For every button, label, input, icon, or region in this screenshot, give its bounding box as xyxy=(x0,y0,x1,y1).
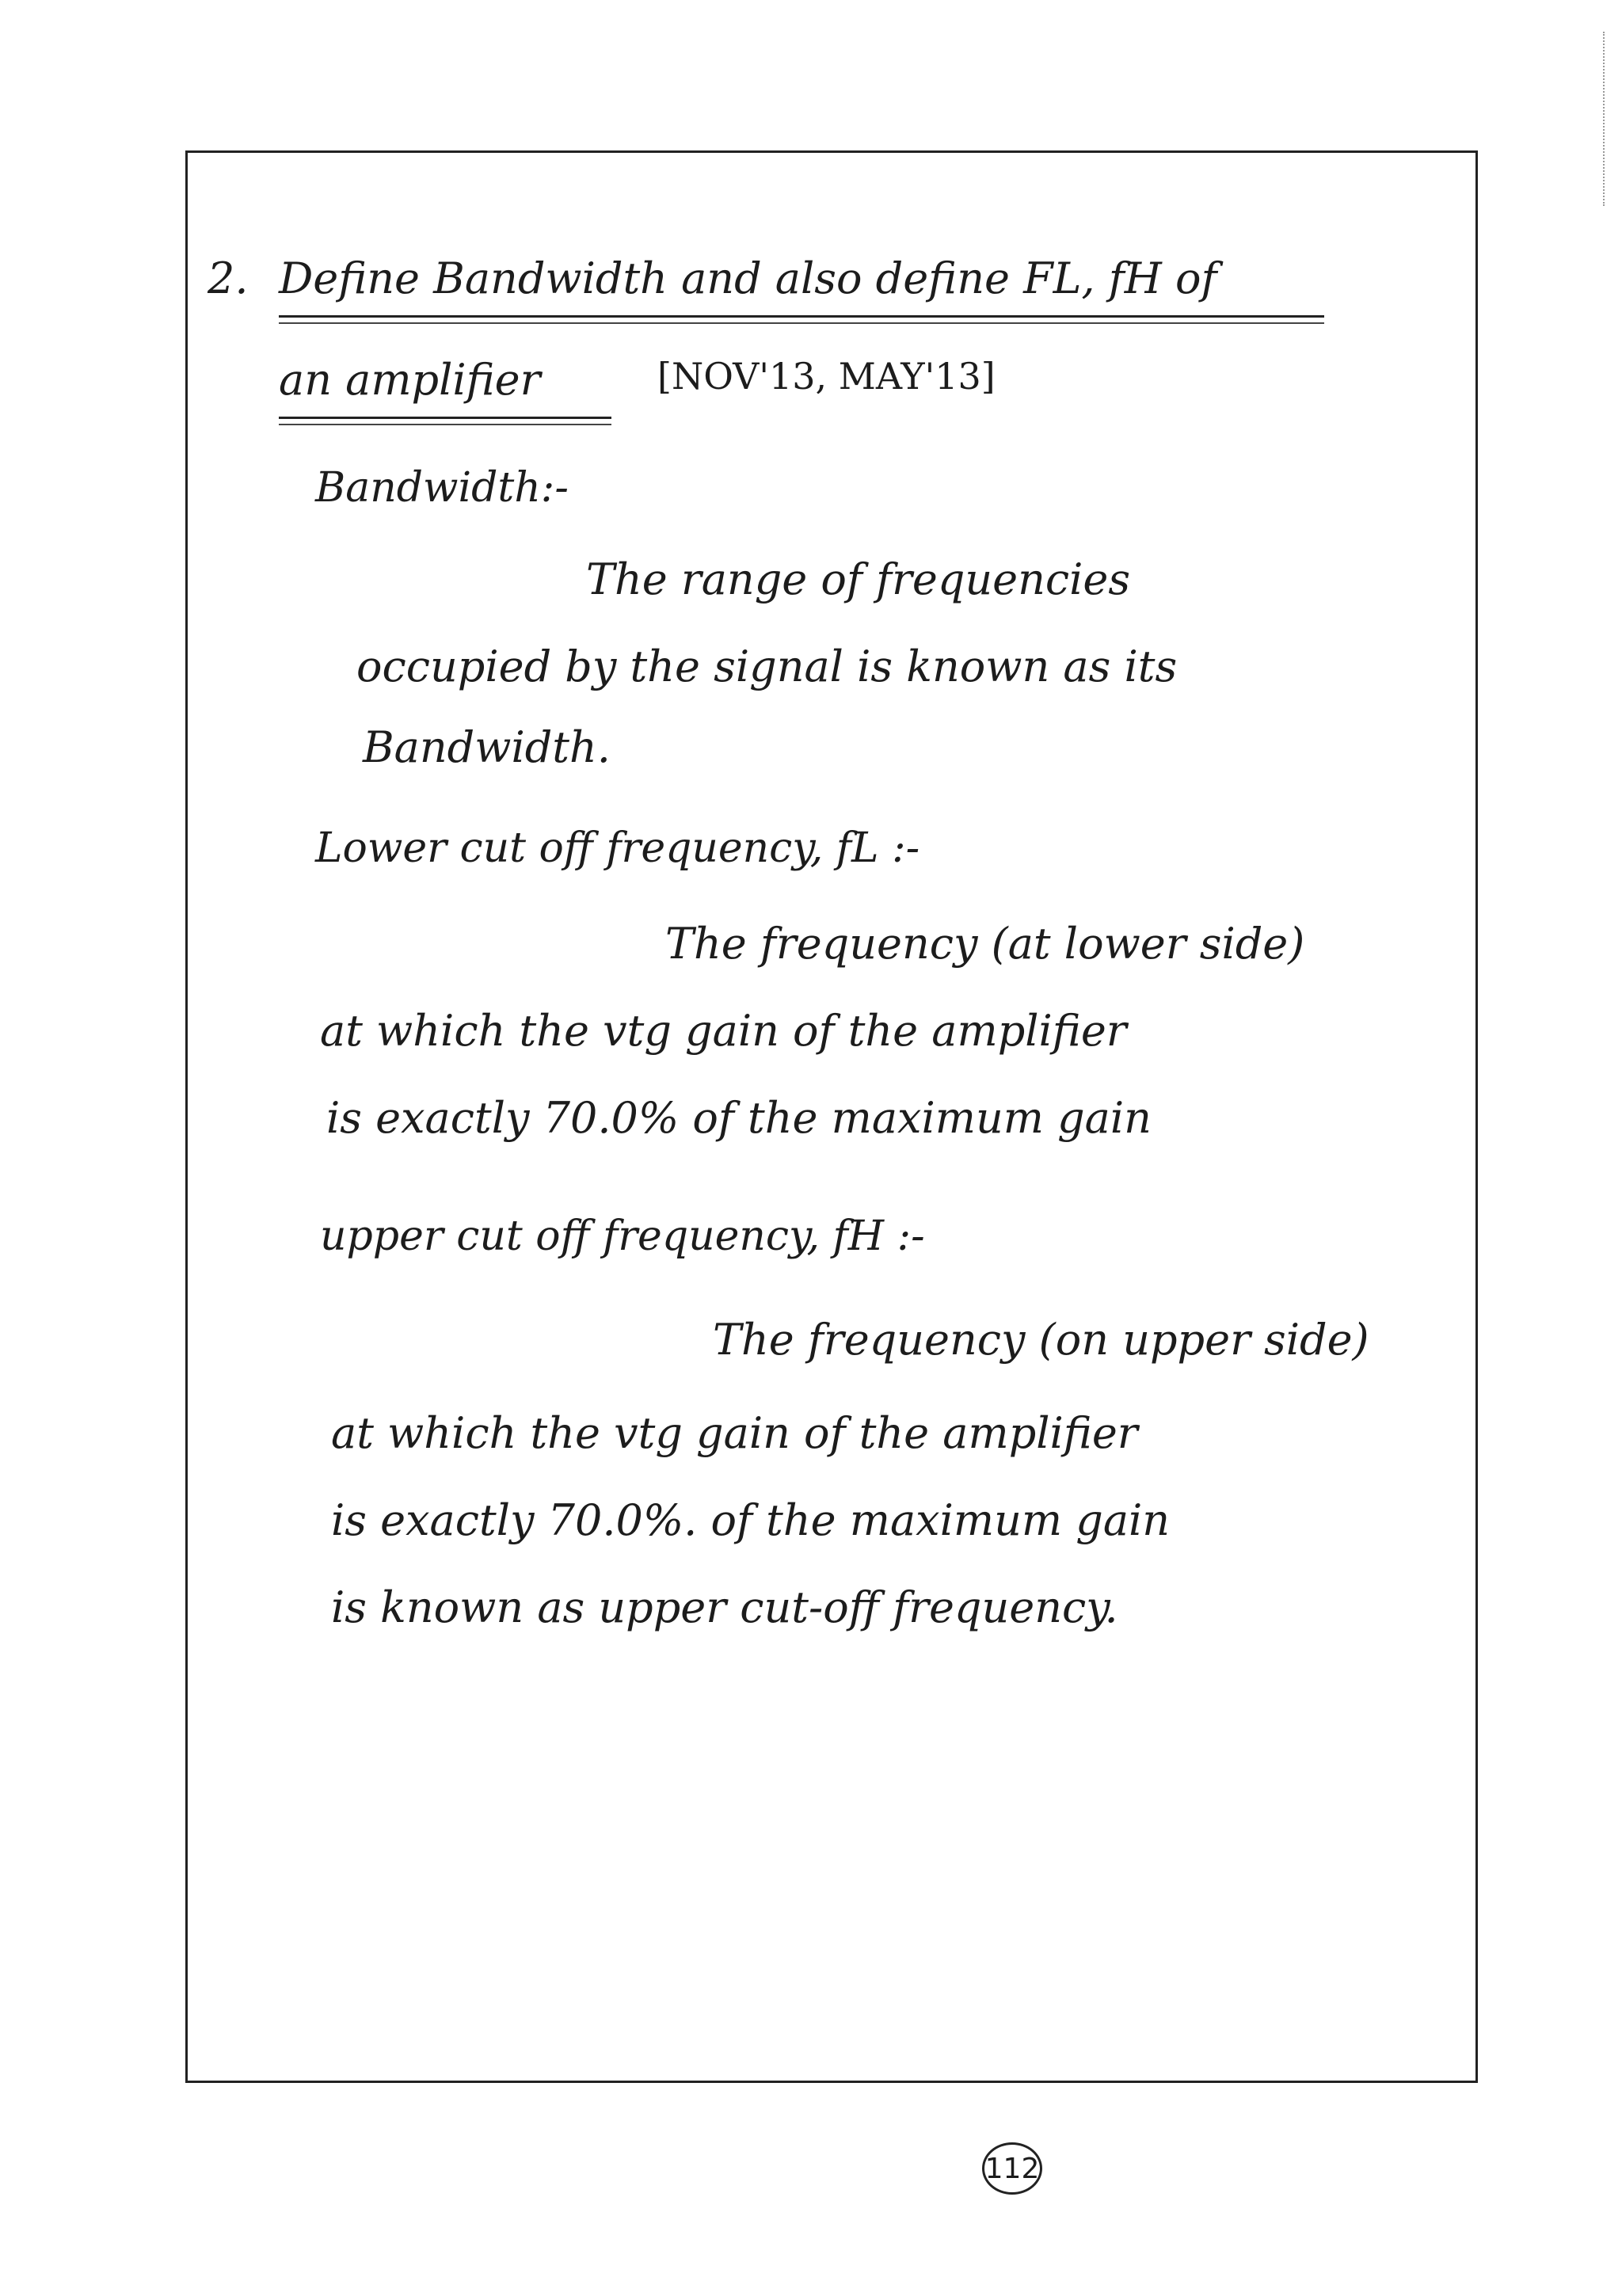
upper-cutoff-line-4: is known as upper cut-off frequency. xyxy=(331,1582,1118,1632)
question-number: 2. xyxy=(208,253,249,303)
question-line-1: Define Bandwidth and also define FL, fH of xyxy=(279,253,1217,303)
bandwidth-line-2: occupied by the signal is known as its xyxy=(356,642,1178,691)
lower-cutoff-heading: Lower cut off frequency, fL :- xyxy=(315,824,920,872)
bandwidth-line-1: The range of frequencies xyxy=(586,554,1131,604)
exam-tag: [NOV'13, MAY'13] xyxy=(657,355,996,398)
page-number: 112 xyxy=(982,2142,1042,2195)
upper-cutoff-line-2: at which the vtg gain of the amplifier xyxy=(331,1408,1138,1458)
upper-cutoff-heading: upper cut off frequency, fH :- xyxy=(320,1213,925,1260)
upper-cutoff-line-1: The frequency (on upper side) xyxy=(713,1315,1369,1365)
question-underline-1 xyxy=(279,315,1324,318)
lower-cutoff-line-3: is exactly 70.0% of the maximum gain xyxy=(326,1093,1152,1143)
question-line-2: an amplifier xyxy=(279,355,541,405)
bandwidth-line-3: Bandwidth. xyxy=(363,722,611,772)
lower-cutoff-line-2: at which the vtg gain of the amplifier xyxy=(320,1006,1127,1056)
question-underline-2 xyxy=(279,417,611,419)
upper-cutoff-line-3: is exactly 70.0%. of the maximum gain xyxy=(331,1495,1171,1545)
bandwidth-heading: Bandwidth:- xyxy=(315,464,569,512)
scan-edge-marks xyxy=(1603,32,1608,206)
lower-cutoff-line-1: The frequency (at lower side) xyxy=(665,919,1305,969)
